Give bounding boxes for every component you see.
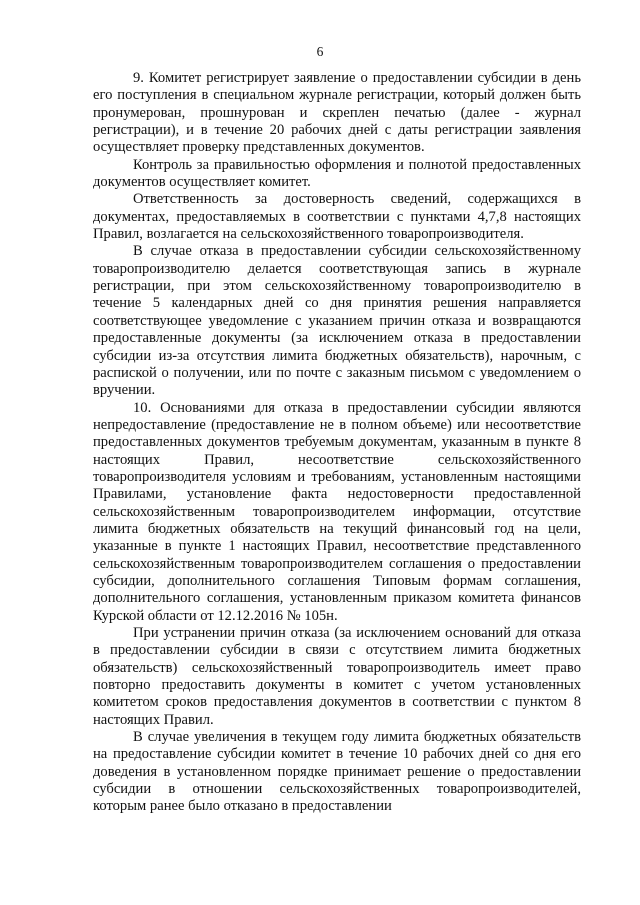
paragraph-refusal-notice: В случае отказа в предоставлении субсидии сельскохозяйственному товаропроизводителю делается соответствующая запись в журнале регистрации, при этом сельскохозяйственному товаропроизводителю в течение 5 календарных дней со дня принятия решения направляется соответствующее уведомление с указанием причин отказа и возвращаются предоставленные документы (за исключением отказа в предоставлении субсидии из-за отсутствия лимита бюджетных обязательств), нарочным, с распиской о получении, или по почте с заказным письмом с уведомлением о вручении.: [93, 243, 581, 399]
paragraph-limit-increase: В случае увеличения в текущем году лимита бюджетных обязательств на предоставление субсидии комитет в течение 10 рабочих дней со дня его доведения в установленном порядке принимает решение о предоставлении субсидии в отношении сельскохозяйственных товаропроизводителей, которым ранее было отказано в предоставлении: [93, 729, 581, 815]
page-number: 6: [316, 44, 324, 59]
paragraph-resubmission: При устранении причин отказа (за исключением оснований для отказа в предоставлении субсидии в связи с отсутствием лимита бюджетных обязательств) сельскохозяйственный товаропроизводитель имеет право повторно предоставить документы в комитет с учетом установленных комитетом сроков предоставления документов в соответствии с пунктом 8 настоящих Правил.: [93, 625, 581, 728]
document-body: [93, 70, 581, 816]
paragraph-item-10-refusal-grounds: 10. Основаниями для отказа в предоставлении субсидии являются непредоставление (предоставление не в полном объеме) или несоответствие предоставленных документов требуемым документам, указанным в пункте 8 настоящих Правил, несоответствие сельскохозяйственного товаропроизводителя условиям и требованиям, установленным настоящими Правилами, установление факта недостоверности предоставленной сельскохозяйственным товаропроизводителем информации, отсутствие лимита бюджетных обязательств на текущий финансовый год на цели, указанные в пункте 1 настоящих Правил, несоответствие представленного сельскохозяйственным товаропроизводителем соглашения о предоставлении субсидии, дополнительного соглашения Типовым формам соглашения, дополнительного соглашения, установленным приказом комитета финансов Курской области от 12.12.2016 № 105н.: [93, 399, 581, 624]
paragraph-item-9-registration: 9. Комитет регистрирует заявление о предоставлении субсидии в день его поступления в специальном журнале регистрации, который должен быть пронумерован, прошнурован и скреплен печатью (далее - журнал регистрации), и в течение 20 рабочих дней с даты регистрации заявления осуществляет проверку представленных документов.: [93, 70, 581, 156]
paragraph-responsibility: Ответственность за достоверность сведений, содержащихся в документах, предоставляемых в соответствии с пунктами 4,7,8 настоящих Правил, возлагается на сельскохозяйственного товаропроизводителя.: [93, 191, 581, 243]
paragraph-control: Контроль за правильностью оформления и полнотой предоставленных документов осуществляет комитет.: [93, 156, 581, 191]
